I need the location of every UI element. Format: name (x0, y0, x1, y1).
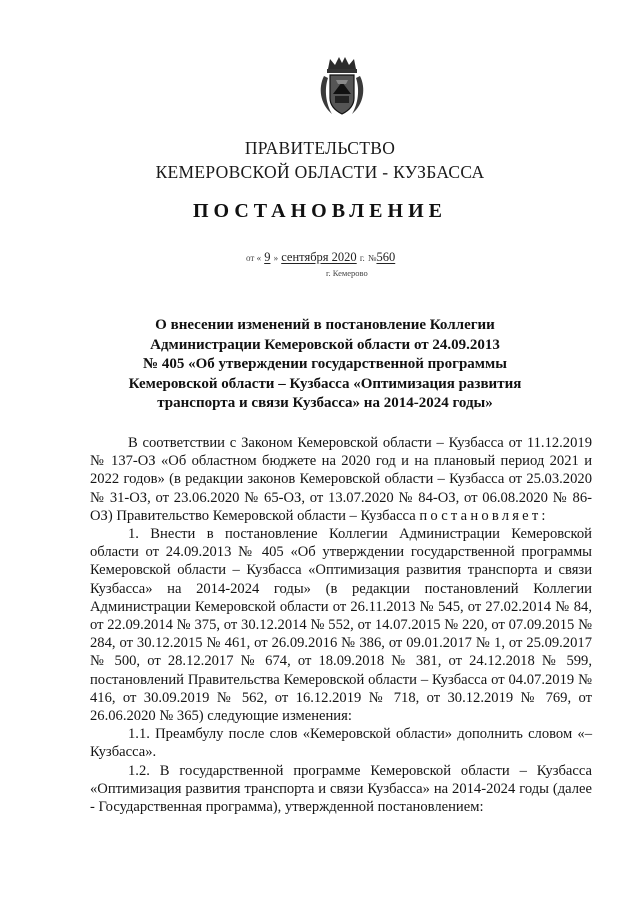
title-line: О внесении изменений в постановление Коллегии (155, 317, 495, 333)
date-month-year: сентября 2020 (281, 250, 357, 264)
resolves-word: постановляет: (419, 507, 549, 524)
coat-of-arms-icon (318, 56, 366, 118)
date-day: 9 (264, 250, 271, 264)
government-name-line2: КЕМЕРОВСКОЙ ОБЛАСТИ - КУЗБАССА (155, 162, 485, 182)
body-paragraph-preamble (90, 434, 592, 525)
title-line: Кемеровской области – Кузбасса «Оптимизация развития (128, 375, 522, 392)
number-label: № (367, 253, 377, 263)
body-paragraph-item-1: 1. Внести в постановление Коллегии Администрации Кемеровской области от 24.09.2013 № 405 «Об утверждении государственной программы Кемеровской области – Кузбасса «Оптимизация развития транспорта и связи Кузбасса» на 2014-2024 годы» (в редакции постановлений Коллегии Администрации Кемеровской области от 26.11.2013 № 545, от 27.02.2014 № 84, от 22.09.2014 № 375, от 30.12.2014 № 552, от 14.07.2015 № 220, от 07.09.2015 № 284, от 30.12.2015 № 461, от 26.09.2016 № 386, от 09.01.2017 № 1, от 25.09.2017 № 500, от 28.12.2017 № 674, от 18.09.2018 № 381, от 24.12.2018 № 599, постановлений Правительства Кемеровской области – Кузбасса от 04.07.2019 № 416, от 30.09.2019 № 562, от 16.12.2019 № 718, от 30.12.2019 № 769, от 26.06.2020 № 365) следующие изменения: (90, 526, 592, 725)
title-line: Администрации Кемеровской области от 24.09.2013 (150, 336, 500, 353)
body-paragraph-item-1-2: 1.2. В государственной программе Кемеровской области – Кузбасса «Оптимизация развития транспорта и связи Кузбасса» на 2014-2024 годы (далее - Государственная программа), утвержденной постановлением: (90, 762, 592, 816)
date-year-suffix: г. (359, 253, 365, 263)
title-line: № 405 «Об утверждении государственной программы (143, 356, 507, 372)
date-from-label: от « (246, 253, 262, 263)
body-paragraph-item-1-1: 1.1. Преамбулу после слов «Кемеровской области» дополнить словом «– Кузбасса». (90, 726, 592, 761)
document-type-heading: ПОСТАНОВЛЕНИЕ (193, 200, 447, 222)
title-line: транспорта и связи Кузбасса» на 2014-2024 годы» (157, 395, 493, 411)
government-name-line1: ПРАВИТЕЛЬСТВО (244, 138, 396, 158)
document-city: г. Кемерово (326, 268, 368, 278)
document-date-number (246, 250, 476, 265)
document-body (90, 434, 592, 816)
document-title (120, 316, 530, 414)
preamble-text: В соответствии с Законом Кемеровской области – Кузбасса от 11.12.2019 № 137-ОЗ «Об областном бюджете на 2020 год и на плановый период 2021 и 2022 годов» (в редакции законов Кемеровской области – Кузбасса от 25.03.2020 № 31-ОЗ, от 23.06.2020 № 65-ОЗ, от 13.07.2020 № 84-ОЗ, от 06.08.2020 № 86-ОЗ) Правительство Кемеровской области – Кузбасса (90, 435, 592, 524)
document-number: 560 (376, 250, 396, 264)
date-day-close: » (273, 253, 279, 263)
